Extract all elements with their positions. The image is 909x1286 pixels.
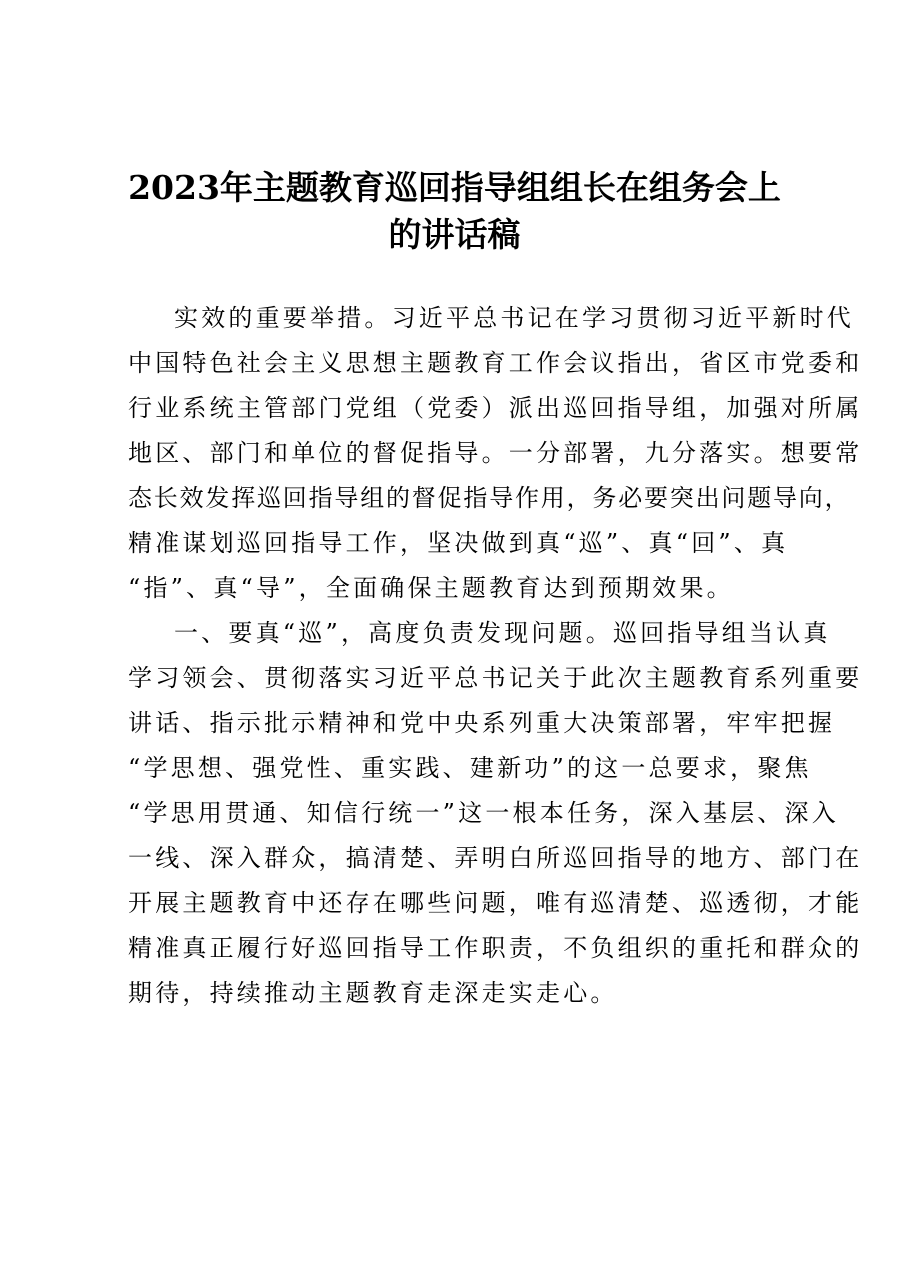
paragraph-1-line-5: 态长效发挥巡回指导组的督促指导作用，务必要突出问题导向，	[128, 484, 851, 512]
paragraph-2-line-8: 精准真正履行好巡回指导工作职责，不负组织的重托和群众的	[128, 934, 863, 962]
paragraph-2-line-5: “学思用贯通、知信行统一”这一根本任务，深入基层、深入	[128, 799, 839, 827]
document-title-line-1: 2023年主题教育巡回指导组组长在组务会上	[128, 168, 781, 207]
paragraph-1-line-1: 实效的重要举措。习近平总书记在学习贯彻习近平新时代	[174, 304, 854, 332]
paragraph-1-line-4: 地区、部门和单位的督促指导。一分部署，九分落实。想要常	[128, 439, 863, 467]
paragraph-1-line-6: 精准谋划巡回指导工作，坚决做到真“巡”、真“回”、真	[128, 529, 789, 557]
paragraph-2-line-3: 讲话、指示批示精神和党中央系列重大决策部署，牢牢把握	[128, 709, 836, 737]
paragraph-1-line-7: “指”、真“导”，全面确保主题教育达到预期效果。	[128, 574, 734, 602]
paragraph-2-line-6: 一线、深入群众，搞清楚、弄明白所巡回指导的地方、部门在	[128, 844, 863, 872]
paragraph-2-line-4: “学思想、强党性、重实践、建新功”的这一总要求，聚焦	[128, 754, 812, 782]
paragraph-2-line-7: 开展主题教育中还存在哪些问题，唯有巡清楚、巡透彻，才能	[128, 889, 863, 917]
paragraph-2-line-1: 一、要真“巡”，高度负责发现问题。巡回指导组当认真	[174, 619, 831, 647]
paragraph-2-line-2: 学习领会、贯彻落实习近平总书记关于此次主题教育系列重要	[128, 664, 863, 692]
document-title-line-2: 的讲话稿	[388, 215, 521, 254]
paragraph-1-line-3: 行业系统主管部门党组（党委）派出巡回指导组，加强对所属	[128, 394, 863, 422]
paragraph-2-line-9: 期待，持续推动主题教育走深走实走心。	[128, 979, 618, 1007]
paragraph-1-line-2: 中国特色社会主义思想主题教育工作会议指出，省区市党委和	[128, 349, 863, 377]
